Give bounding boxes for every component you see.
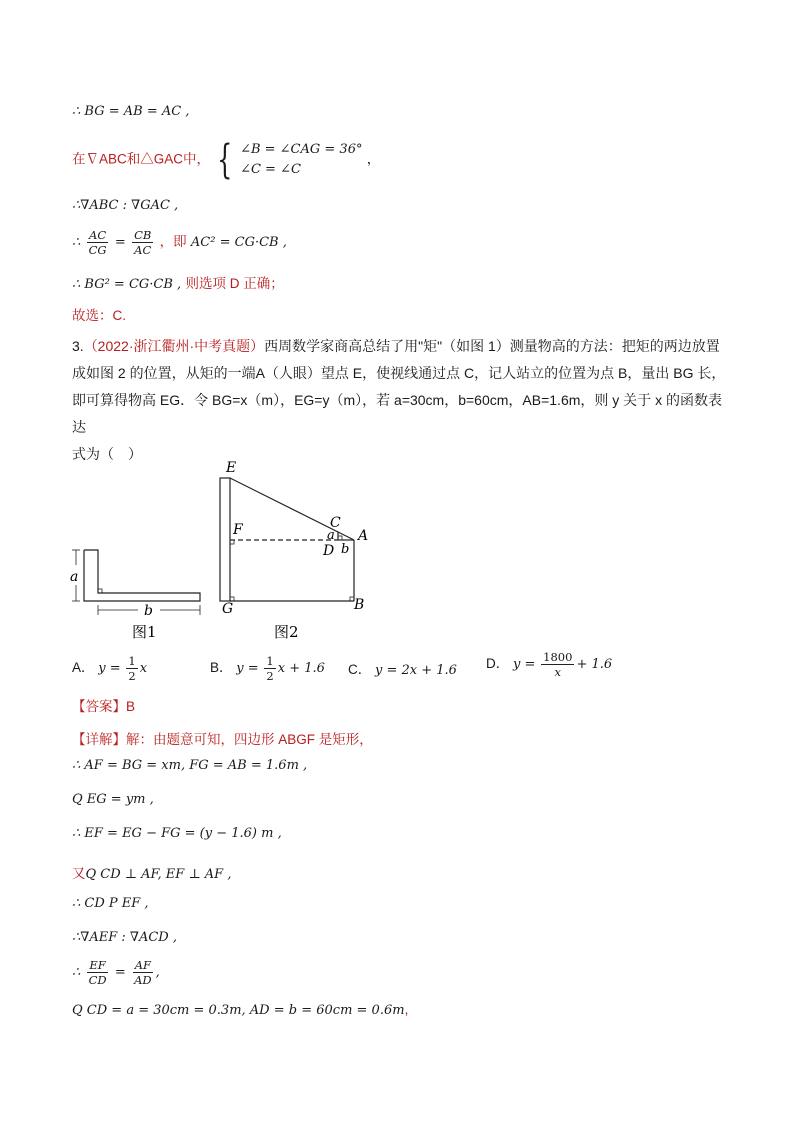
frac-num: EF [89, 958, 106, 972]
label-a: a [70, 569, 79, 585]
option-d-fraction [541, 650, 574, 679]
question-text-3: 即可算得物高 EG．令 BG=x（m），EG=y（m），若 a=30cm，b=60cm，AB=1.6m，则 y 关于 x 的函数表达 [72, 392, 722, 435]
detail-step-3: ∴ EF = EG − FG = (y − 1.6) m , [72, 826, 282, 841]
question-line-1 [72, 333, 732, 360]
option-b[interactable] [210, 654, 325, 683]
frac-den: AD [134, 973, 152, 987]
answer-label: 【答案】 [72, 699, 126, 714]
option-b-pre: y = [236, 661, 259, 677]
figure-1-square [84, 550, 200, 601]
line-ratio: ∴ $\frac{AC}{CG}$ = $\frac{CB}{AC}$ ，即 AC² = CG·CB , [72, 228, 287, 257]
figure-2-caption: 图2 [274, 623, 299, 641]
detail-step-4-prefix: 又 [72, 866, 86, 881]
question-text-1: 西周数学家商高总结了用"矩"（如图 1）测量物高的方法：把矩的两边放置 [264, 338, 720, 354]
detail-step-7-post: , [155, 965, 160, 980]
frac-den: CG [88, 243, 107, 257]
figure-diagram [60, 455, 390, 645]
detail-line [72, 728, 373, 748]
line-conclusion [72, 272, 284, 292]
fraction-ef-cd [87, 958, 109, 987]
option-a-label: A． [72, 660, 95, 676]
frac-den: AC [134, 243, 152, 257]
detail-step-1: ∴ AF = BG = xm, FG = AB = 1.6m , [72, 758, 308, 773]
label-C: C [330, 515, 341, 531]
label-D: D [323, 543, 335, 559]
line-triangles [72, 137, 381, 183]
option-d-post: + 1.6 [576, 657, 613, 673]
option-c[interactable] [348, 658, 457, 678]
label-F: F [233, 522, 243, 538]
conclusion-equation: ∴ BG² = CG·CB , [72, 277, 182, 292]
option-a-fraction [126, 654, 137, 683]
frac-num: 1800 [543, 650, 573, 664]
question-3 [72, 333, 732, 468]
therefore-symbol: ∴ [72, 235, 81, 250]
triangles-prefix: 在∇ABC和△GAC中， [72, 151, 211, 167]
label-A: A [358, 528, 369, 544]
frac-den: x [554, 665, 562, 679]
frac-num: 1 [266, 654, 274, 668]
option-a-post: x [139, 661, 148, 677]
equation-system [240, 140, 362, 180]
detail-step-5: ∴ CD P EF , [72, 896, 149, 911]
question-source: （2022·浙江衢州·中考真题） [83, 338, 265, 354]
frac-num: CB [134, 228, 152, 242]
system-brace: { [217, 137, 233, 183]
detail-step-8 [72, 1002, 408, 1018]
answer-line [72, 695, 135, 715]
triangles-suffix: ， [366, 151, 381, 168]
figure-1-dimensions [72, 550, 200, 615]
detail-step-7: ∴ $\frac{EF}{CD}$ = $\frac{AF}{AD}$ , [72, 958, 160, 987]
option-d-pre: y = [513, 657, 536, 673]
frac-num: AC [89, 228, 107, 242]
option-b-label: B． [210, 660, 233, 676]
answer-value: B [126, 699, 136, 714]
option-b-fraction [264, 654, 275, 683]
fraction-cb-ac [132, 228, 153, 257]
option-d-label: D． [486, 656, 510, 672]
conclusion-text: 则选项 D 正确； [185, 276, 284, 291]
frac-den: 2 [266, 669, 274, 683]
detail-step-8-eq: Q CD = a = 30cm = 0.3m, AD = b = 60cm = 0.6m [72, 1003, 405, 1018]
option-a[interactable] [72, 654, 147, 683]
fraction-af-ad [132, 958, 154, 987]
detail-step-4-eq: Q CD ⊥ AF, EF ⊥ AF , [85, 867, 232, 882]
ratio-mid-text: ，即 [159, 234, 187, 249]
line-bg-ab-ac: ∴ BG = AB = AC , [72, 104, 190, 119]
system-eq2: ∠C = ∠C [240, 162, 301, 177]
label-b: b [144, 603, 153, 619]
frac-den: CD [88, 973, 107, 987]
question-text-2: 成如图 2 的位置，从矩的一端A（人眼）望点 E，使视线通过点 C，记人站立的位置为点 B，量出 BG 长， [72, 365, 726, 381]
frac-num: 1 [128, 654, 136, 668]
frac-den: 2 [128, 669, 136, 683]
label-E: E [226, 460, 237, 476]
detail-step-2: Q EG = ym , [72, 792, 154, 807]
question-number: 3. [72, 338, 84, 354]
detail-step-4 [72, 862, 231, 882]
question-text-4: 式为（ ） [72, 446, 142, 462]
detail-label: 【详解】 [72, 732, 126, 747]
therefore-symbol: ∴ [72, 965, 81, 980]
ratio-equation: AC² = CG·CB , [190, 235, 287, 250]
detail-step-8-post: , [404, 1002, 409, 1017]
option-c-equation: y = 2x + 1.6 [375, 663, 457, 678]
option-c-label: C． [348, 662, 372, 677]
option-b-post: x + 1.6 [277, 661, 325, 677]
detail-step-6: ∴∇AEF : ∇ACD , [72, 930, 177, 945]
fraction-ac-cg [87, 228, 109, 257]
frac-num: AF [134, 958, 152, 972]
option-d[interactable] [486, 650, 612, 679]
label-G: G [222, 601, 234, 617]
line-similar: ∴∇ABC : ∇GAC , [72, 198, 179, 213]
system-eq1: ∠B = ∠CAG = 36° [240, 142, 363, 157]
label-B: B [354, 597, 365, 613]
option-a-pre: y = [98, 661, 121, 677]
line-choose: 故选：C. [72, 308, 126, 323]
detail-text: 解：由题意可知，四边形 ABGF 是矩形， [126, 732, 373, 747]
figure-1-caption: 图1 [132, 623, 157, 641]
label-a-fig2: a [327, 528, 335, 543]
label-b-fig2: b [341, 542, 350, 557]
